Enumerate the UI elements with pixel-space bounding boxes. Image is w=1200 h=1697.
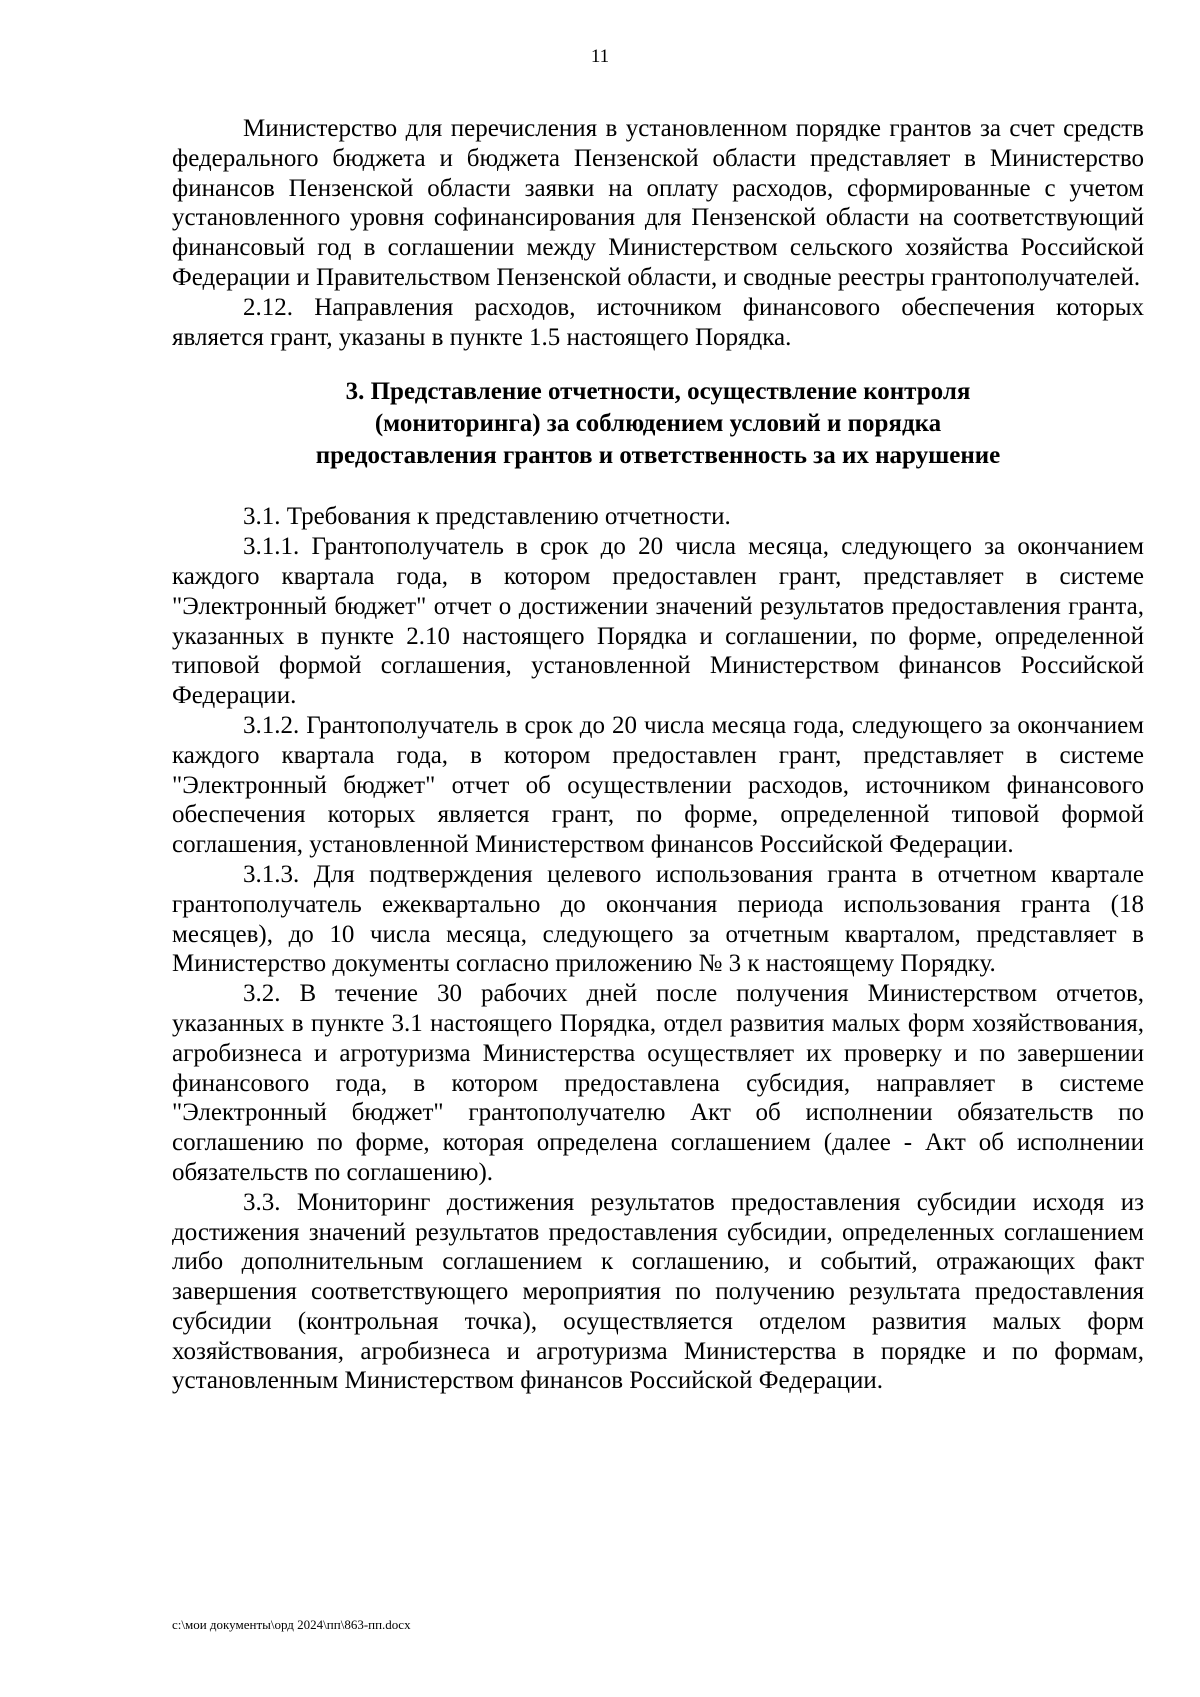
paragraph-3-1: 3.1. Требования к представлению отчетности. — [243, 503, 731, 531]
paragraph-3-1-3: 3.1.3. Для подтверждения целевого использования гранта в отчетном квартале грантополучатель ежеквартально до окончания периода использования гранта (18 месяцев), до 10 числа месяца, следующего за отчетным кварталом, представляет в Министерство документы согласно приложению № 3 к настоящему Порядку. — [172, 860, 1144, 978]
paragraph-3-3: 3.3. Мониторинг достижения результатов предоставления субсидии исходя из достижения значений результатов предоставления субсидии, определенных соглашением либо дополнительным соглашением к соглашению, и событий, отражающих факт завершения соответствующего мероприятия по получению результата предоставления субсидии (контрольная точка), осуществляется отделом развития малых форм хозяйствования, агробизнеса и агротуризма Министерства в порядке и по формам, установленным Министерством финансов Российской Федерации. — [172, 1188, 1144, 1395]
paragraph-ministry-grants: Министерство для перечисления в установленном порядке грантов за счет средств федерального бюджета и бюджета Пензенской области представляет в Министерство финансов Пензенской области заявки на оплату расходов, сформированные с учетом установленного уровня софинансирования для Пензенской области на соответствующий финансовый год в соглашении между Министерством сельского хозяйства Российской Федерации и Правительством Пензенской области, и сводные реестры грантополучателей. — [172, 115, 1144, 291]
paragraph-3-2: 3.2. В течение 30 рабочих дней после получения Министерством отчетов, указанных в пункте 3.1 настоящего Порядка, отдел развития малых форм хозяйствования, агробизнеса и агротуризма Министерства осуществляет их проверку и по завершении финансового года, в котором предоставлена субсидия, направляет в системе "Электронный бюджет" грантополучателю Акт об исполнении обязательств по соглашению по форме, которая определена соглашением (далее - Акт об исполнении обязательств по соглашению). — [172, 980, 1144, 1186]
paragraph-3-1-2: 3.1.2. Грантополучатель в срок до 20 числа месяца года, следующего за окончанием каждого квартала года, в котором предоставлен грант, представляет в системе "Электронный бюджет" отчет об осуществлении расходов, источником финансового обеспечения которых является грант, по форме, определенной типовой формой соглашения, установленной Министерством финансов Российской Федерации. — [172, 711, 1144, 859]
section-heading-line-3: предоставления грантов и ответственность за их нарушение — [315, 442, 1001, 470]
section-heading — [172, 376, 1144, 472]
document-body — [172, 114, 1144, 1396]
footer-file-path: c:\мои документы\орд 2024\пп\863-пп.docx — [172, 1617, 411, 1632]
paragraph-2-12: 2.12. Направления расходов, источником финансового обеспечения которых является грант, указаны в пункте 1.5 настоящего Порядка. — [172, 293, 1144, 351]
section-heading-line-2: (мониторинга) за соблюдением условий и порядка — [374, 410, 942, 438]
paragraph-3-1-1: 3.1.1. Грантополучатель в срок до 20 числа месяца, следующего за окончанием каждого квартала года, в котором предоставлен грант, представляет в системе "Электронный бюджет" отчет о достижении значений результатов предоставления гранта, указанных в пункте 2.10 настоящего Порядка и соглашении, по форме, определенной типовой формой соглашения, установленной Министерством финансов Российской Федерации. — [172, 533, 1144, 710]
page-number: 11 — [590, 46, 610, 67]
section-heading-line-1: 3. Представление отчетности, осуществление контроля — [345, 378, 971, 406]
